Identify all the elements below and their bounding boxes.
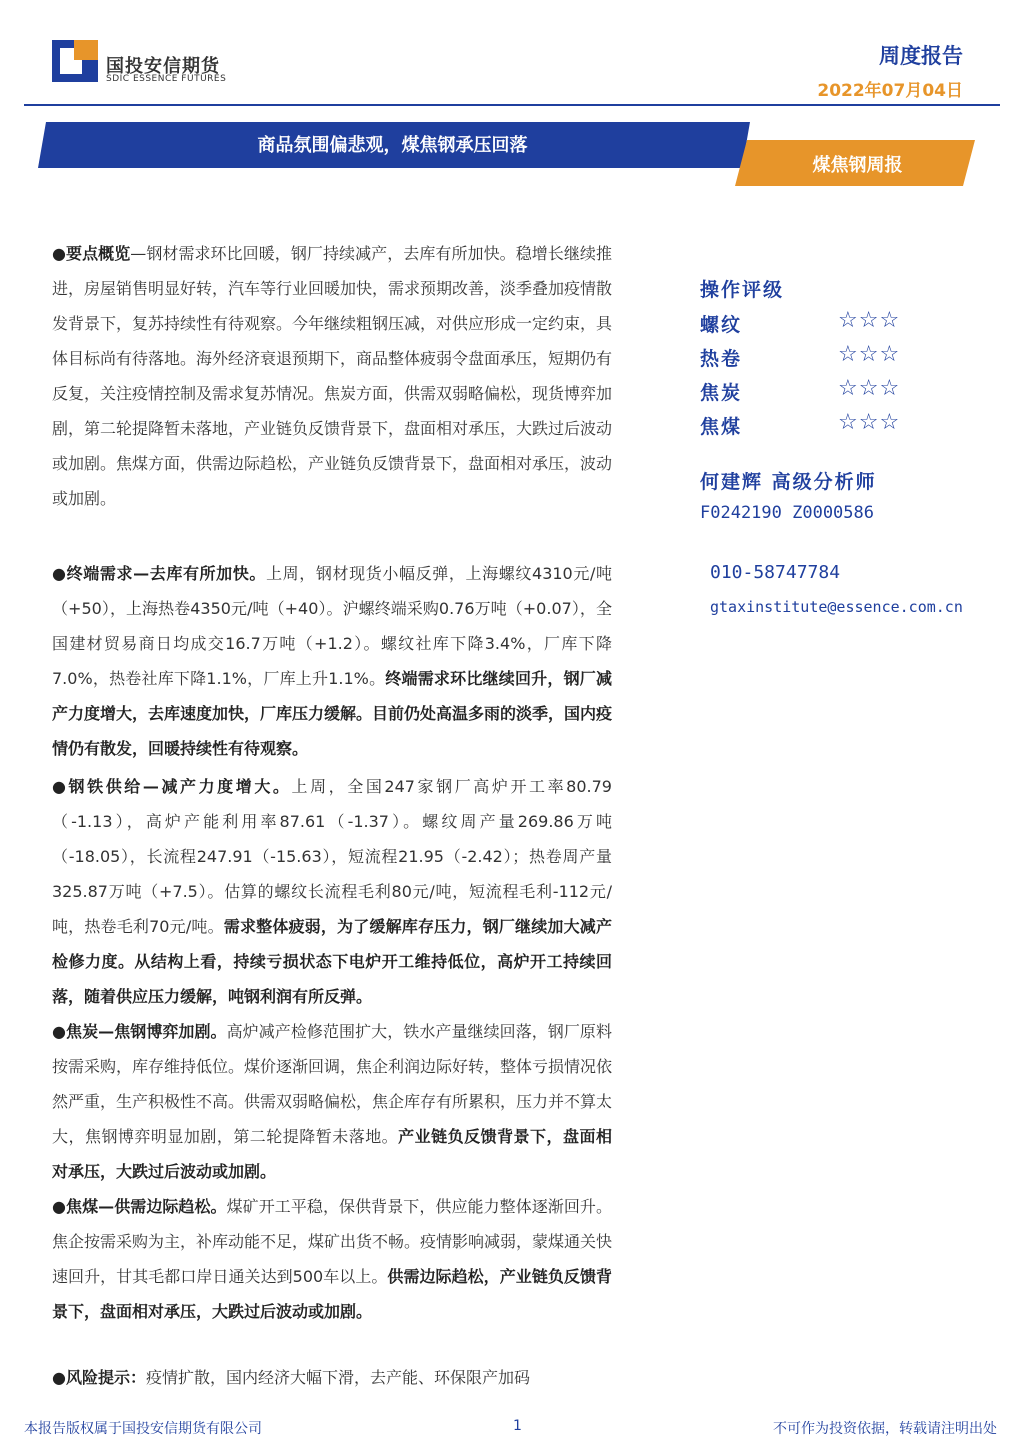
rating-heading: 操作评级 <box>700 279 785 301</box>
demand-paragraph <box>52 556 612 766</box>
report-subtitle: 煤焦钢周报 <box>812 155 903 176</box>
coke-paragraph <box>52 1014 612 1189</box>
paragraph-lead: ●风险提示： <box>52 1368 146 1387</box>
company-name: 国投安信期货 <box>106 56 220 77</box>
supply-paragraph <box>52 769 612 1014</box>
report-title: 商品氛围偏悲观，煤焦钢承压回落 <box>257 135 528 156</box>
contact-email[interactable]: gtaxinstitute@essence.com.cn <box>710 598 963 616</box>
paragraph-body: 上周，全国247家钢厂高炉开工率80.79（-1.13），高炉产能利用率87.61（-1.37）。螺纹周产量269.86万吨（-18.05），长流程247.91（-15.63），短流程21.95（-2.42）；热卷周产量325.87万吨（+7.5）。估算的螺纹长流程毛利80元/吨，短流程毛利-112元/吨，热卷毛利70元/吨。 <box>52 777 612 936</box>
paragraph-body: 煤矿开工平稳，保供背景下，供应能力整体逐渐回升。焦企按需采购为主，补库动能不足，煤矿出货不畅。疫情影响减弱，蒙煤通关快速回升，甘其毛都口岸日通关达到500车以上。 <box>52 1197 613 1286</box>
analyst-name: 何建辉 高级分析师 <box>700 471 877 493</box>
paragraph-conclusion: 供需边际趋松，产业链负反馈背景下，盘面相对承压，大跌过后波动或加剧。 <box>52 1267 612 1321</box>
risk-paragraph <box>52 1360 612 1395</box>
star-rating-icon: ☆☆☆ <box>838 342 901 367</box>
paragraph-body: 高炉减产检修范围扩大，铁水产量继续回落，钢厂原料按需采购，库存维持低位。煤价逐渐回调，焦企利润边际好转，整体亏损情况依然严重，生产积极性不高。供需双弱略偏松，焦企库存有所累积，压力并不算太大，焦钢博弈明显加剧，第二轮提降暂未落地。 <box>52 1022 613 1146</box>
contact-phone: 010-58747784 <box>710 562 841 583</box>
paragraph-lead: ●焦炭—焦钢博弈加剧。 <box>52 1022 227 1041</box>
paragraph-body: —钢材需求环比回暖，钢厂持续减产，去库有所加快。稳增长继续推进，房屋销售明显好转，汽车等行业回暖加快，需求预期改善，淡季叠加疫情散发背景下，复苏持续性有待观察。今年继续粗钢压减，对供应形成一定约束，具体目标尚有待落地。海外经济衰退预期下，商品整体疲弱令盘面承压，短期仍有反复，关注疫情控制及需求复苏情况。焦炭方面，供需双弱略偏松，现货博弈加剧，第二轮提降暂未落地，产业链负反馈背景下，盘面相对承压，大跌过后波动或加剧。焦煤方面，供需边际趋松，产业链负反馈背景下，盘面相对承压，波动或加剧。 <box>52 244 613 508</box>
footer-disclaimer: 不可作为投资依据，转载请注明出处 <box>773 1421 997 1437</box>
report-type: 周度报告 <box>879 44 963 68</box>
summary-paragraph <box>52 236 612 516</box>
company-logo-icon <box>52 40 98 82</box>
rating-name: 焦炭 <box>700 382 743 404</box>
rating-row <box>700 344 920 378</box>
rating-name: 热卷 <box>700 348 743 370</box>
paragraph-conclusion: 需求整体疲弱，为了缓解库存压力，钢厂继续加大减产检修力度。从结构上看，持续亏损状态下电炉开工维持低位，高炉开工持续回落，随着供应压力缓解，吨钢利润有所反弹。 <box>52 917 612 1006</box>
paragraph-lead: ●钢铁供给—减产力度增大。 <box>52 777 292 796</box>
page-number: 1 <box>513 1418 522 1434</box>
rating-name: 螺纹 <box>700 314 743 336</box>
paragraph-body: 疫情扩散，国内经济大幅下滑，去产能、环保限产加码 <box>145 1368 530 1387</box>
paragraph-lead: ●焦煤—供需边际趋松。 <box>52 1197 227 1216</box>
paragraph-lead: ●终端需求—去库有所加快。 <box>52 564 267 583</box>
coking-coal-paragraph <box>52 1189 612 1329</box>
footer-copyright: 本报告版权属于国投安信期货有限公司 <box>24 1421 262 1437</box>
report-date: 2022年07月04日 <box>817 81 963 101</box>
paragraph-lead: ●要点概览 <box>52 244 131 263</box>
paragraph-conclusion: 终端需求环比继续回升，钢厂减产力度增大，去库速度加快，厂库压力缓解。目前仍处高温多雨的淡季，国内疫情仍有散发，回暖持续性有待观察。 <box>52 669 613 758</box>
rating-row <box>700 412 920 446</box>
header-divider <box>24 104 1000 106</box>
star-rating-icon: ☆☆☆ <box>838 308 901 333</box>
analyst-license-ids: F0242190 Z0000586 <box>700 503 874 523</box>
paragraph-body: 上周，钢材现货小幅反弹，上海螺纹4310元/吨（+50），上海热卷4350元/吨（+40）。沪螺终端采购0.76万吨（+0.07），全国建材贸易商日均成交16.7万吨（+1.2）。螺纹社库下降3.4%，厂库下降7.0%，热卷社库下降1.1%，厂库上升1.1%。 <box>52 564 612 688</box>
rating-name: 焦煤 <box>700 416 743 438</box>
rating-row <box>700 378 920 412</box>
company-name-en: SDIC ESSENCE FUTURES <box>106 74 227 84</box>
paragraph-conclusion: 产业链负反馈背景下，盘面相对承压，大跌过后波动或加剧。 <box>52 1127 612 1181</box>
star-rating-icon: ☆☆☆ <box>838 376 901 401</box>
star-rating-icon: ☆☆☆ <box>838 410 901 435</box>
rating-row <box>700 310 920 344</box>
